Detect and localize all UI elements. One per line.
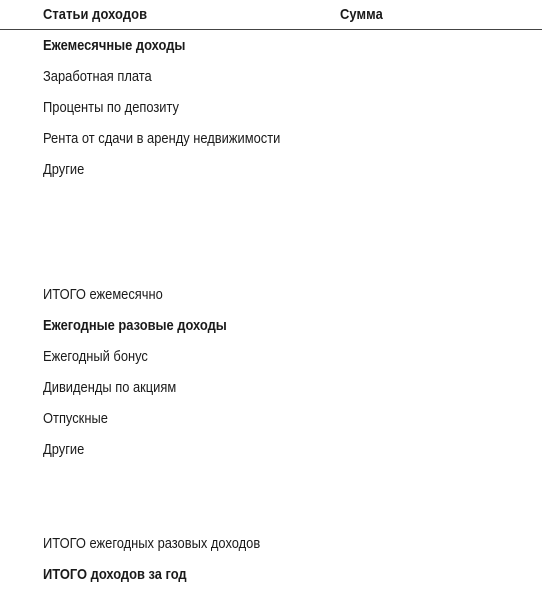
row-other-monthly: Другие xyxy=(43,161,85,178)
row-vacation-pay: Отпускные xyxy=(43,410,108,427)
row-other-annual: Другие xyxy=(43,441,85,458)
table-header xyxy=(0,0,542,30)
section-heading-annual: Ежегодные разовые доходы xyxy=(43,317,227,334)
section-heading-monthly: Ежемесячные доходы xyxy=(43,37,186,54)
row-salary: Заработная плата xyxy=(43,68,152,85)
row-total-annual-one-time: ИТОГО ежегодных разовых доходов xyxy=(43,535,261,552)
row-total-monthly: ИТОГО ежемесячно xyxy=(43,286,163,303)
row-deposit-interest: Проценты по депозиту xyxy=(43,99,180,116)
row-dividends: Дивиденды по акциям xyxy=(43,379,177,396)
row-rental-income: Рента от сдачи в аренду недвижимости xyxy=(43,130,281,147)
row-total-income-year: ИТОГО доходов за год xyxy=(43,566,187,583)
column-header-amount: Сумма xyxy=(340,6,383,23)
row-annual-bonus: Ежегодный бонус xyxy=(43,348,148,365)
column-header-items: Статьи доходов xyxy=(43,6,148,23)
